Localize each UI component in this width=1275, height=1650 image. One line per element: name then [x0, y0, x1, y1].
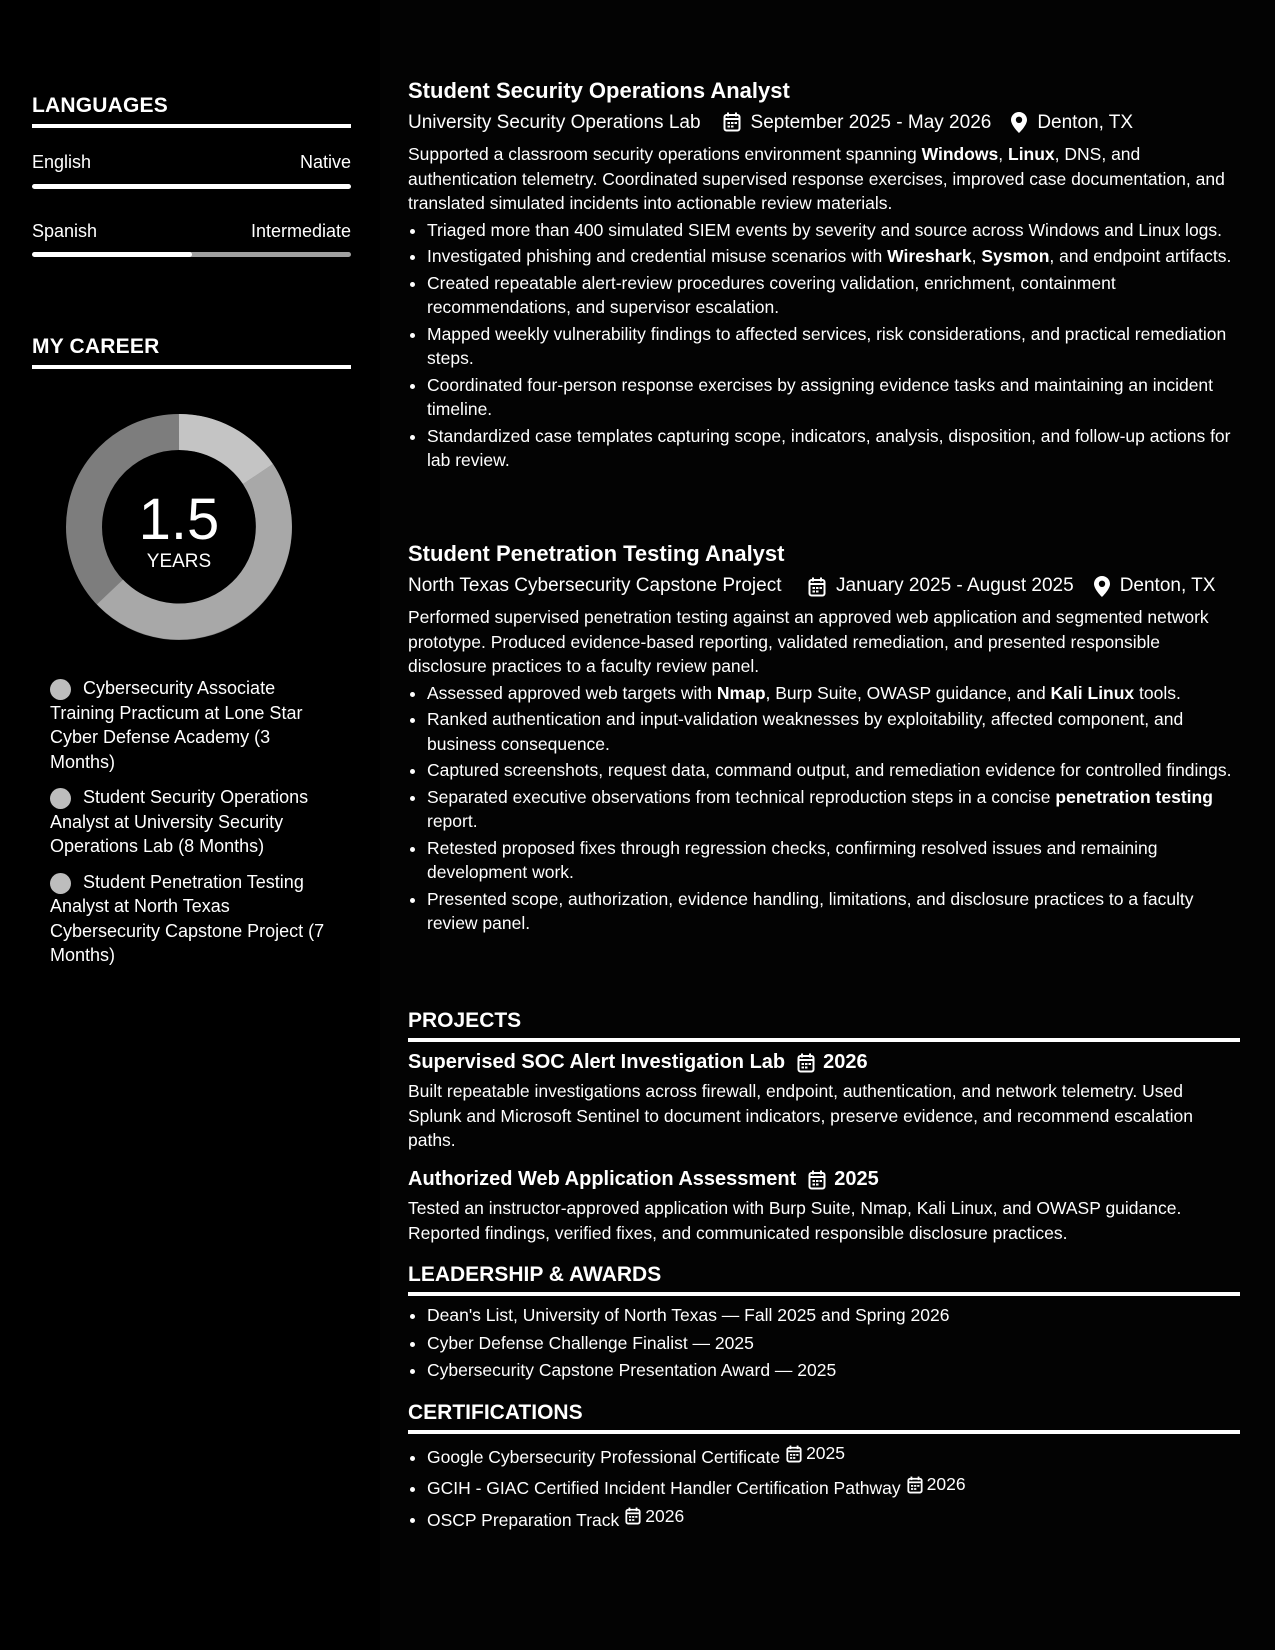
certification-year: 2026	[645, 1505, 685, 1526]
project-year: 2026	[823, 1051, 868, 1073]
project-description: Tested an instructor-approved application with Burp Suite, Nmap, Kali Linux, and OWASP guidance. Reported findings, verified fixes, and communicated responsible disclosure practices.	[408, 1198, 1182, 1243]
project-title-row	[408, 1051, 1240, 1074]
job-bullet: • Mapped weekly vulnerability findings to affected services, risk considerations, and practical remediation steps.	[427, 322, 1240, 371]
job-bullet: • Standardized case templates capturing scope, indicators, analysis, disposition, and follow-up actions for lab review.	[427, 424, 1240, 473]
circle-bullet-icon	[50, 679, 71, 700]
language-proficiency-fill	[32, 252, 192, 257]
projects-heading: PROJECTS	[408, 1009, 1240, 1042]
calendar-icon	[808, 577, 826, 597]
job-title: Student Security Operations Analyst	[408, 78, 790, 103]
job-meta	[408, 575, 1240, 597]
sidebar	[0, 0, 380, 1650]
job-bullet: • Captured screenshots, request data, command output, and remediation evidence for controlled findings.	[427, 758, 1240, 783]
job-bullet: • Retested proposed fixes through regression checks, confirming resolved issues and remaining development work.	[427, 836, 1240, 885]
languages-heading: LANGUAGES	[32, 94, 351, 128]
job-location: Denton, TX	[1119, 575, 1216, 596]
career-years-unit: YEARS	[146, 551, 212, 572]
map-pin-icon	[1011, 112, 1027, 133]
career-item: Student Penetration Testing Analyst at North Texas Cybersecurity Capstone Project (7 Months)	[50, 871, 325, 965]
project-entry	[408, 1051, 1240, 1153]
calendar-icon	[723, 112, 741, 132]
job-title: Student Penetration Testing Analyst	[408, 541, 785, 566]
job-bullets	[408, 681, 1240, 936]
leadership-list	[408, 1302, 1240, 1385]
career-item: Cybersecurity Associate Training Practicum at Lone Star Cyber Defense Academy (3 Months)	[50, 678, 303, 772]
language-row-english	[32, 152, 351, 173]
job-bullet: • Investigated phishing and credential misuse scenarios with Wireshark, Sysmon, and endpoint artifacts.	[427, 244, 1240, 269]
calendar-icon	[786, 1445, 802, 1463]
leadership-item: • Cybersecurity Capstone Presentation Award — 2025	[427, 1357, 1240, 1385]
job-bullet: • Assessed approved web targets with Nmap, Burp Suite, OWASP guidance, and Kali Linux tools.	[427, 681, 1240, 706]
job-org: University Security Operations Lab	[408, 112, 701, 133]
job-entry	[408, 78, 1240, 475]
career-years-donut	[66, 414, 292, 640]
job-bullets	[408, 218, 1240, 473]
job-dates: September 2025 - May 2026	[750, 112, 992, 133]
certification-item: • Google Cybersecurity Professional Certificate 2025	[427, 1440, 1240, 1471]
circle-bullet-icon	[50, 788, 71, 809]
donut-segment-1	[179, 432, 258, 474]
leadership-item: • Dean's List, University of North Texas — Fall 2025 and Spring 2026	[427, 1302, 1240, 1330]
language-name: English	[32, 152, 92, 172]
certification-year: 2026	[926, 1474, 966, 1495]
career-item: Student Security Operations Analyst at University Security Operations Lab (8 Months)	[50, 787, 309, 856]
job-entry	[408, 541, 1240, 938]
job-bullet: • Triaged more than 400 simulated SIEM events by severity and source across Windows and Linux logs.	[427, 218, 1240, 243]
certification-item: • OSCP Preparation Track 2026	[427, 1503, 1240, 1534]
project-year: 2025	[834, 1168, 879, 1190]
language-row-spanish	[32, 221, 351, 242]
project-description: Built repeatable investigations across firewall, endpoint, authentication, and network telemetry. Used Splunk and Microsoft Sentinel to document indicators, preserve evidence, and recommend escalation paths.	[408, 1081, 1194, 1150]
project-title: Authorized Web Application Assessment	[408, 1168, 797, 1190]
language-proficiency-bar	[32, 184, 351, 189]
language-name: Spanish	[32, 221, 98, 241]
certifications-heading: CERTIFICATIONS	[408, 1401, 1240, 1434]
job-location: Denton, TX	[1037, 112, 1134, 133]
leadership-item: • Cyber Defense Challenge Finalist — 2025	[427, 1330, 1240, 1358]
job-meta	[408, 112, 1240, 134]
job-description: Supported a classroom security operations environment spanning Windows, Linux, DNS, and authentication telemetry. Coordinated supervised response exercises, improved case documentation, and translated simulated incidents into actionable review materials.	[408, 144, 1225, 213]
job-dates: January 2025 - August 2025	[836, 575, 1074, 596]
calendar-icon	[808, 1170, 826, 1190]
job-bullet: • Created repeatable alert-review procedures covering validation, enrichment, containment recommendations, and supervisor escalation.	[427, 271, 1240, 320]
job-bullet: • Coordinated four-person response exercises by assigning evidence tasks and maintaining an incident timeline.	[427, 373, 1240, 422]
leadership-heading: LEADERSHIP & AWARDS	[408, 1263, 1240, 1296]
career-list	[50, 676, 340, 979]
certification-year: 2025	[806, 1443, 846, 1463]
certifications-list	[408, 1440, 1240, 1534]
certification-item: • GCIH - GIAC Certified Incident Handler Certification Pathway 2026	[427, 1471, 1240, 1502]
job-description: Performed supervised penetration testing against an approved web application and segmented network prototype. Produced evidence-based reporting, validated remediation, and presented responsible disclosure practices to a faculty review panel.	[408, 607, 1209, 676]
job-bullet: • Ranked authentication and input-validation weaknesses by exploitability, affected component, and business consequence.	[427, 707, 1240, 756]
career-years-value: 1.5	[138, 487, 220, 552]
language-proficiency-fill	[32, 184, 351, 189]
project-title: Supervised SOC Alert Investigation Lab	[408, 1051, 786, 1073]
job-org: North Texas Cybersecurity Capstone Project	[408, 575, 782, 596]
career-heading: MY CAREER	[32, 335, 351, 369]
job-bullet: • Separated executive observations from technical reproduction steps in a concise penetration testing report.	[427, 785, 1240, 834]
calendar-icon	[907, 1476, 923, 1494]
language-level: Native	[299, 152, 351, 172]
project-title-row	[408, 1168, 1240, 1191]
main-content	[380, 0, 1275, 1650]
calendar-icon	[797, 1053, 815, 1073]
language-level: Intermediate	[250, 221, 351, 241]
map-pin-icon	[1094, 576, 1110, 597]
calendar-icon	[625, 1507, 641, 1525]
project-entry	[408, 1168, 1240, 1245]
job-bullet: • Presented scope, authorization, evidence handling, limitations, and disclosure practices to a faculty review panel.	[427, 887, 1240, 936]
circle-bullet-icon	[50, 873, 71, 894]
language-proficiency-bar	[32, 252, 351, 257]
